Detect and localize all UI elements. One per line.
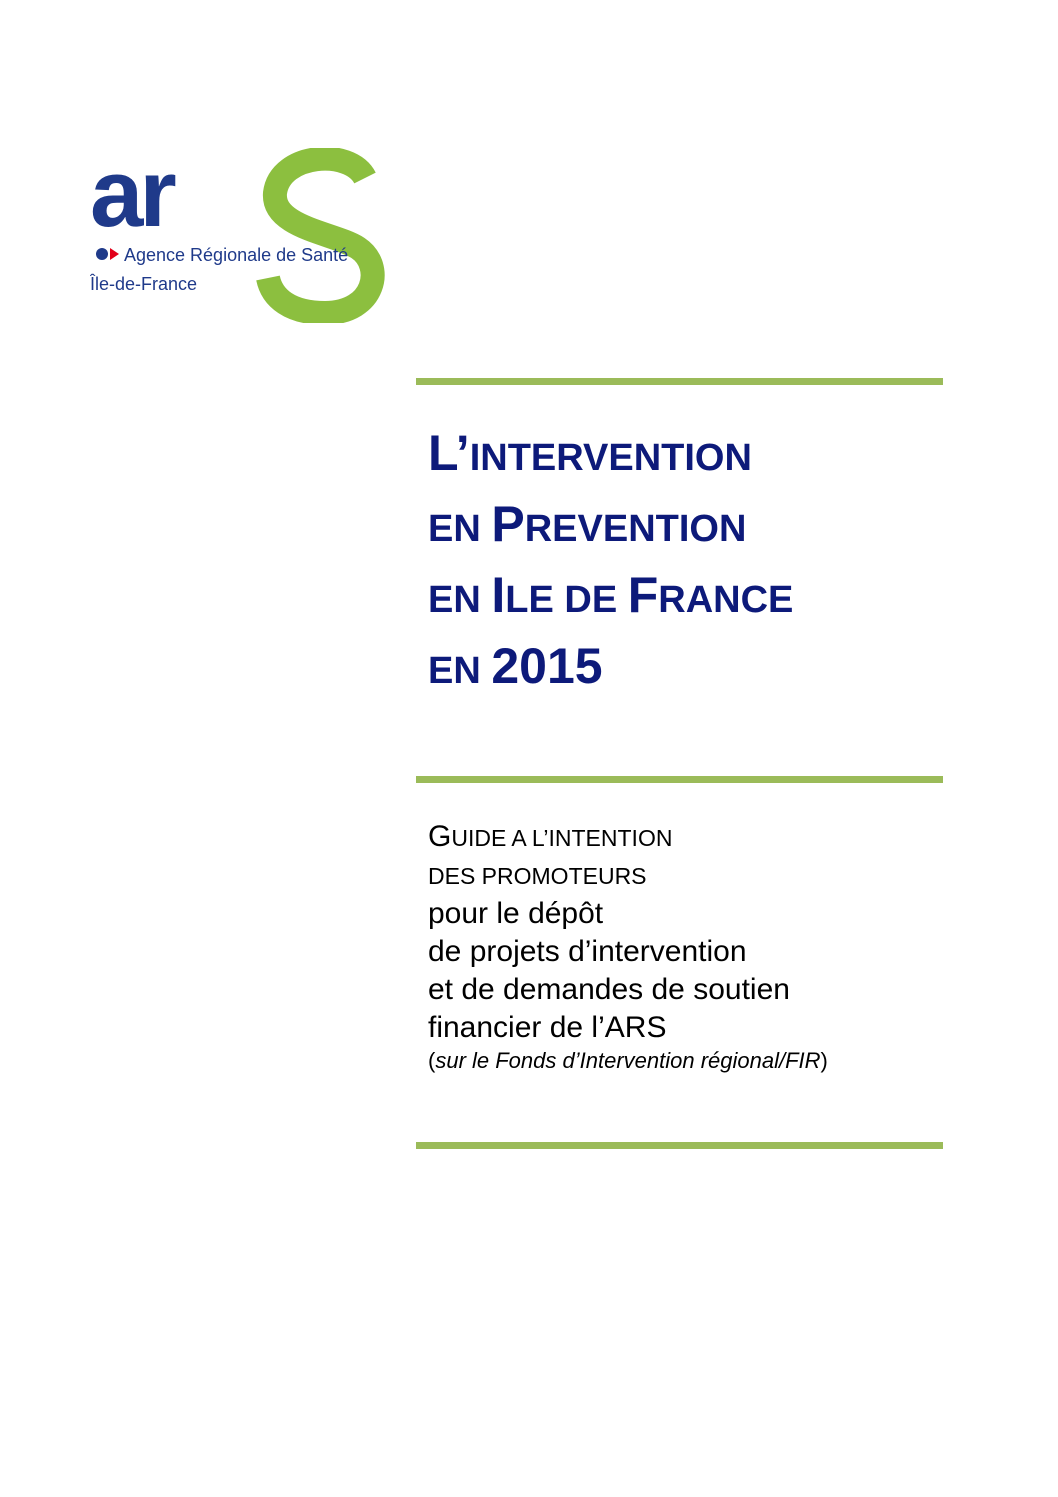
logo-blue-dot (96, 248, 108, 260)
document-title (428, 420, 793, 704)
title-line4-prefix: EN (428, 650, 492, 692)
note-close-paren: ) (820, 1048, 828, 1073)
title-line-4 (428, 633, 793, 704)
title-line2-rest: REVENTION (524, 508, 747, 550)
subtitle-line-6: financier de l’ARS (428, 1011, 667, 1044)
subtitle-line-1 (428, 818, 828, 857)
ars-logo (90, 148, 390, 323)
bottom-rule (416, 1142, 943, 1149)
subtitle-line1-rest: UIDE A L’INTENTION (451, 825, 673, 851)
note-text: sur le Fonds d’Intervention régional/FIR (435, 1048, 821, 1073)
title-line3-rest: RANCE (658, 579, 794, 621)
title-line2-prefix: EN (428, 508, 492, 550)
title-line3-initial2: F (627, 567, 659, 623)
document-subtitle (428, 818, 828, 1075)
subtitle-line-5: et de demandes de soutien (428, 973, 790, 1006)
title-line2-initial: P (491, 496, 525, 552)
top-rule (416, 378, 943, 385)
logo-agency-name: Agence Régionale de Santé (124, 245, 349, 265)
subtitle-line-4: de projets d’intervention (428, 935, 747, 968)
subtitle-note (428, 1047, 828, 1075)
title-line-2 (428, 491, 793, 562)
title-line3-prefix: EN (428, 579, 492, 621)
logo-wordmark: ar (90, 148, 173, 247)
subtitle-line1-initial: G (428, 820, 452, 853)
title-line-3 (428, 562, 793, 633)
title-line3-mid: LE DE (505, 579, 628, 621)
logo-region: Île-de-France (90, 274, 198, 294)
subtitle-line-2: DES PROMOTEURS (428, 863, 647, 889)
logo-red-mark (110, 248, 119, 260)
title-line1-rest: INTERVENTION (469, 437, 752, 479)
logo-s-shape (268, 159, 373, 313)
note-open-paren: ( (428, 1048, 436, 1073)
subtitle-line-3: pour le dépôt (428, 897, 604, 930)
middle-rule (416, 776, 943, 783)
title-year: 2015 (491, 638, 603, 694)
ars-logo-graphic (90, 148, 390, 323)
title-line-1 (428, 420, 793, 491)
title-line3-initial: I (491, 567, 506, 623)
title-line1-initial: L’ (428, 425, 470, 481)
